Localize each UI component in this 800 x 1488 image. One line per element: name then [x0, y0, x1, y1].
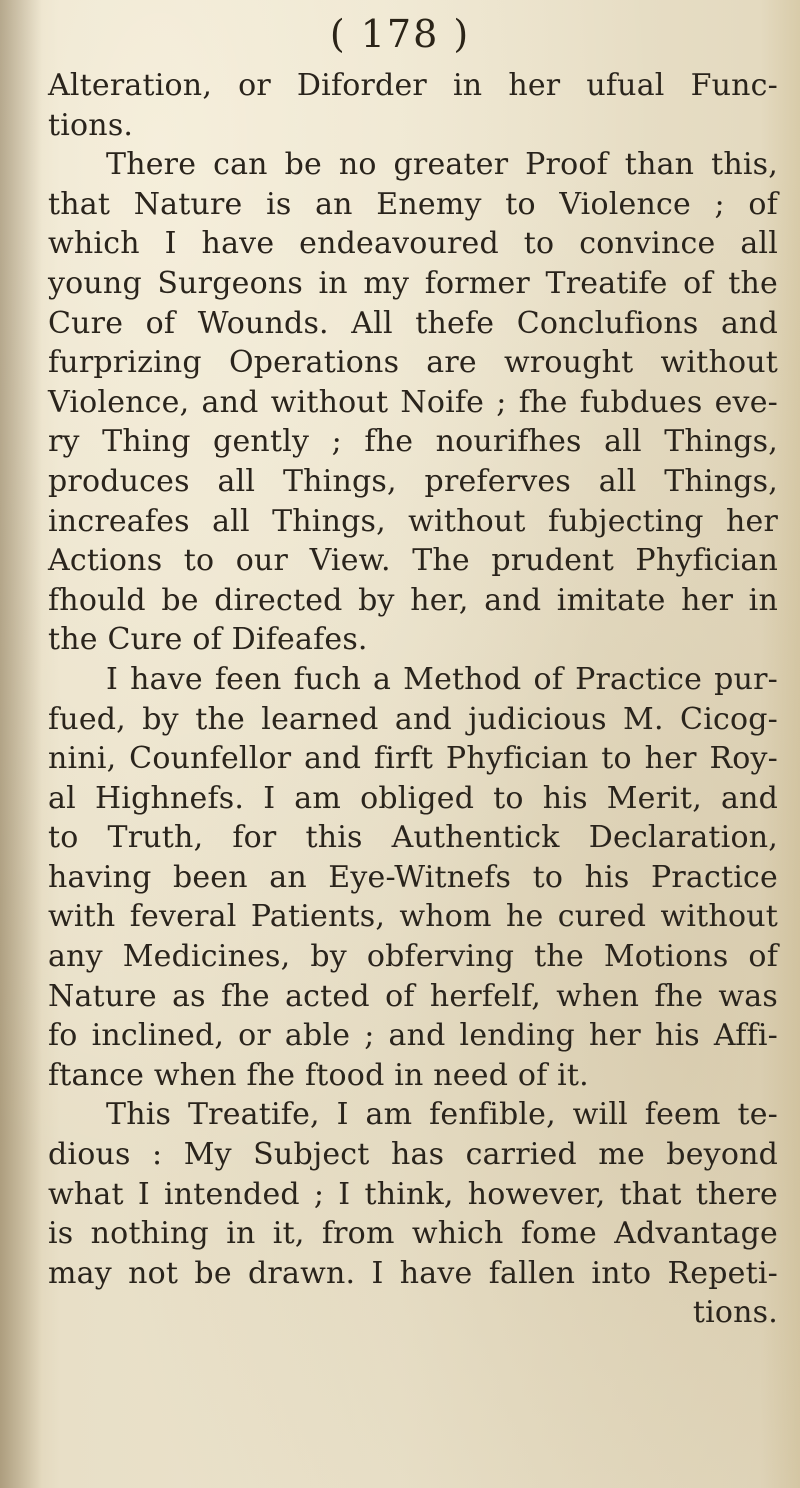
text-line: al Highnefs. I am obliged to his Merit, and — [48, 780, 778, 816]
text-line: fhould be directed by her, and imitate her in — [48, 582, 778, 618]
text-line: tions. — [48, 107, 134, 143]
text-line: is nothing in it, from which fome Advantage — [48, 1216, 778, 1252]
text-line: ry Thing gently ; fhe nourifhes all Things, — [48, 424, 778, 460]
page-number: ( 178 ) — [329, 12, 471, 56]
text-line: fo inclined, or able ; and lending her his Affi- — [48, 1018, 778, 1054]
text-line: Cure of Wounds. All thefe Conclufions and — [48, 305, 778, 341]
catchword: tions. — [692, 1295, 778, 1331]
text-line: Actions to our View. The prudent Phyfician — [48, 543, 778, 579]
body-text — [48, 66, 778, 1333]
text-line: that Nature is an Enemy to Violence ; of — [48, 186, 778, 222]
text-line: to Truth, for this Authentick Declaration, — [48, 820, 778, 856]
text-line: dious : My Subject has carried me beyond — [48, 1137, 778, 1173]
text-line: increafes all Things, without fubjecting her — [48, 503, 778, 539]
text-line: young Surgeons in my former Treatife of the — [48, 265, 778, 301]
text-line: ftance when fhe ftood in need of it. — [48, 1057, 589, 1093]
text-line: what I intended ; I think, however, that there — [48, 1176, 778, 1212]
text-line: This Treatife, I am fenfible, will feem te- — [106, 1097, 778, 1133]
text-line: Nature as fhe acted of herfelf, when fhe was — [48, 978, 778, 1014]
text-line: with feveral Patients, whom he cured without — [48, 899, 778, 935]
text-line: fued, by the learned and judicious M. Cicog- — [48, 701, 778, 737]
text-line: having been an Eye-Witnefs to his Practice — [48, 859, 778, 895]
text-line: Alteration, or Diforder in her ufual Func- — [48, 68, 778, 103]
text-line: There can be no greater Proof than this, — [106, 147, 778, 183]
binding-shadow — [0, 0, 42, 1488]
text-line: which I have endeavoured to convince all — [48, 226, 778, 262]
text-line: furprizing Operations are wrought without — [48, 345, 778, 381]
text-line: I have feen fuch a Method of Practice pur- — [106, 661, 778, 697]
text-line: Violence, and without Noife ; fhe fubdues eve- — [48, 384, 778, 420]
text-line: the Cure of Difeafes. — [48, 622, 368, 658]
text-line: may not be drawn. I have fallen into Repeti- — [48, 1255, 778, 1291]
text-line: produces all Things, preferves all Things, — [48, 463, 778, 499]
text-line: any Medicines, by obferving the Motions of — [48, 939, 778, 975]
text-line: nini, Counfellor and firft Phyfician to her Roy- — [48, 741, 778, 777]
